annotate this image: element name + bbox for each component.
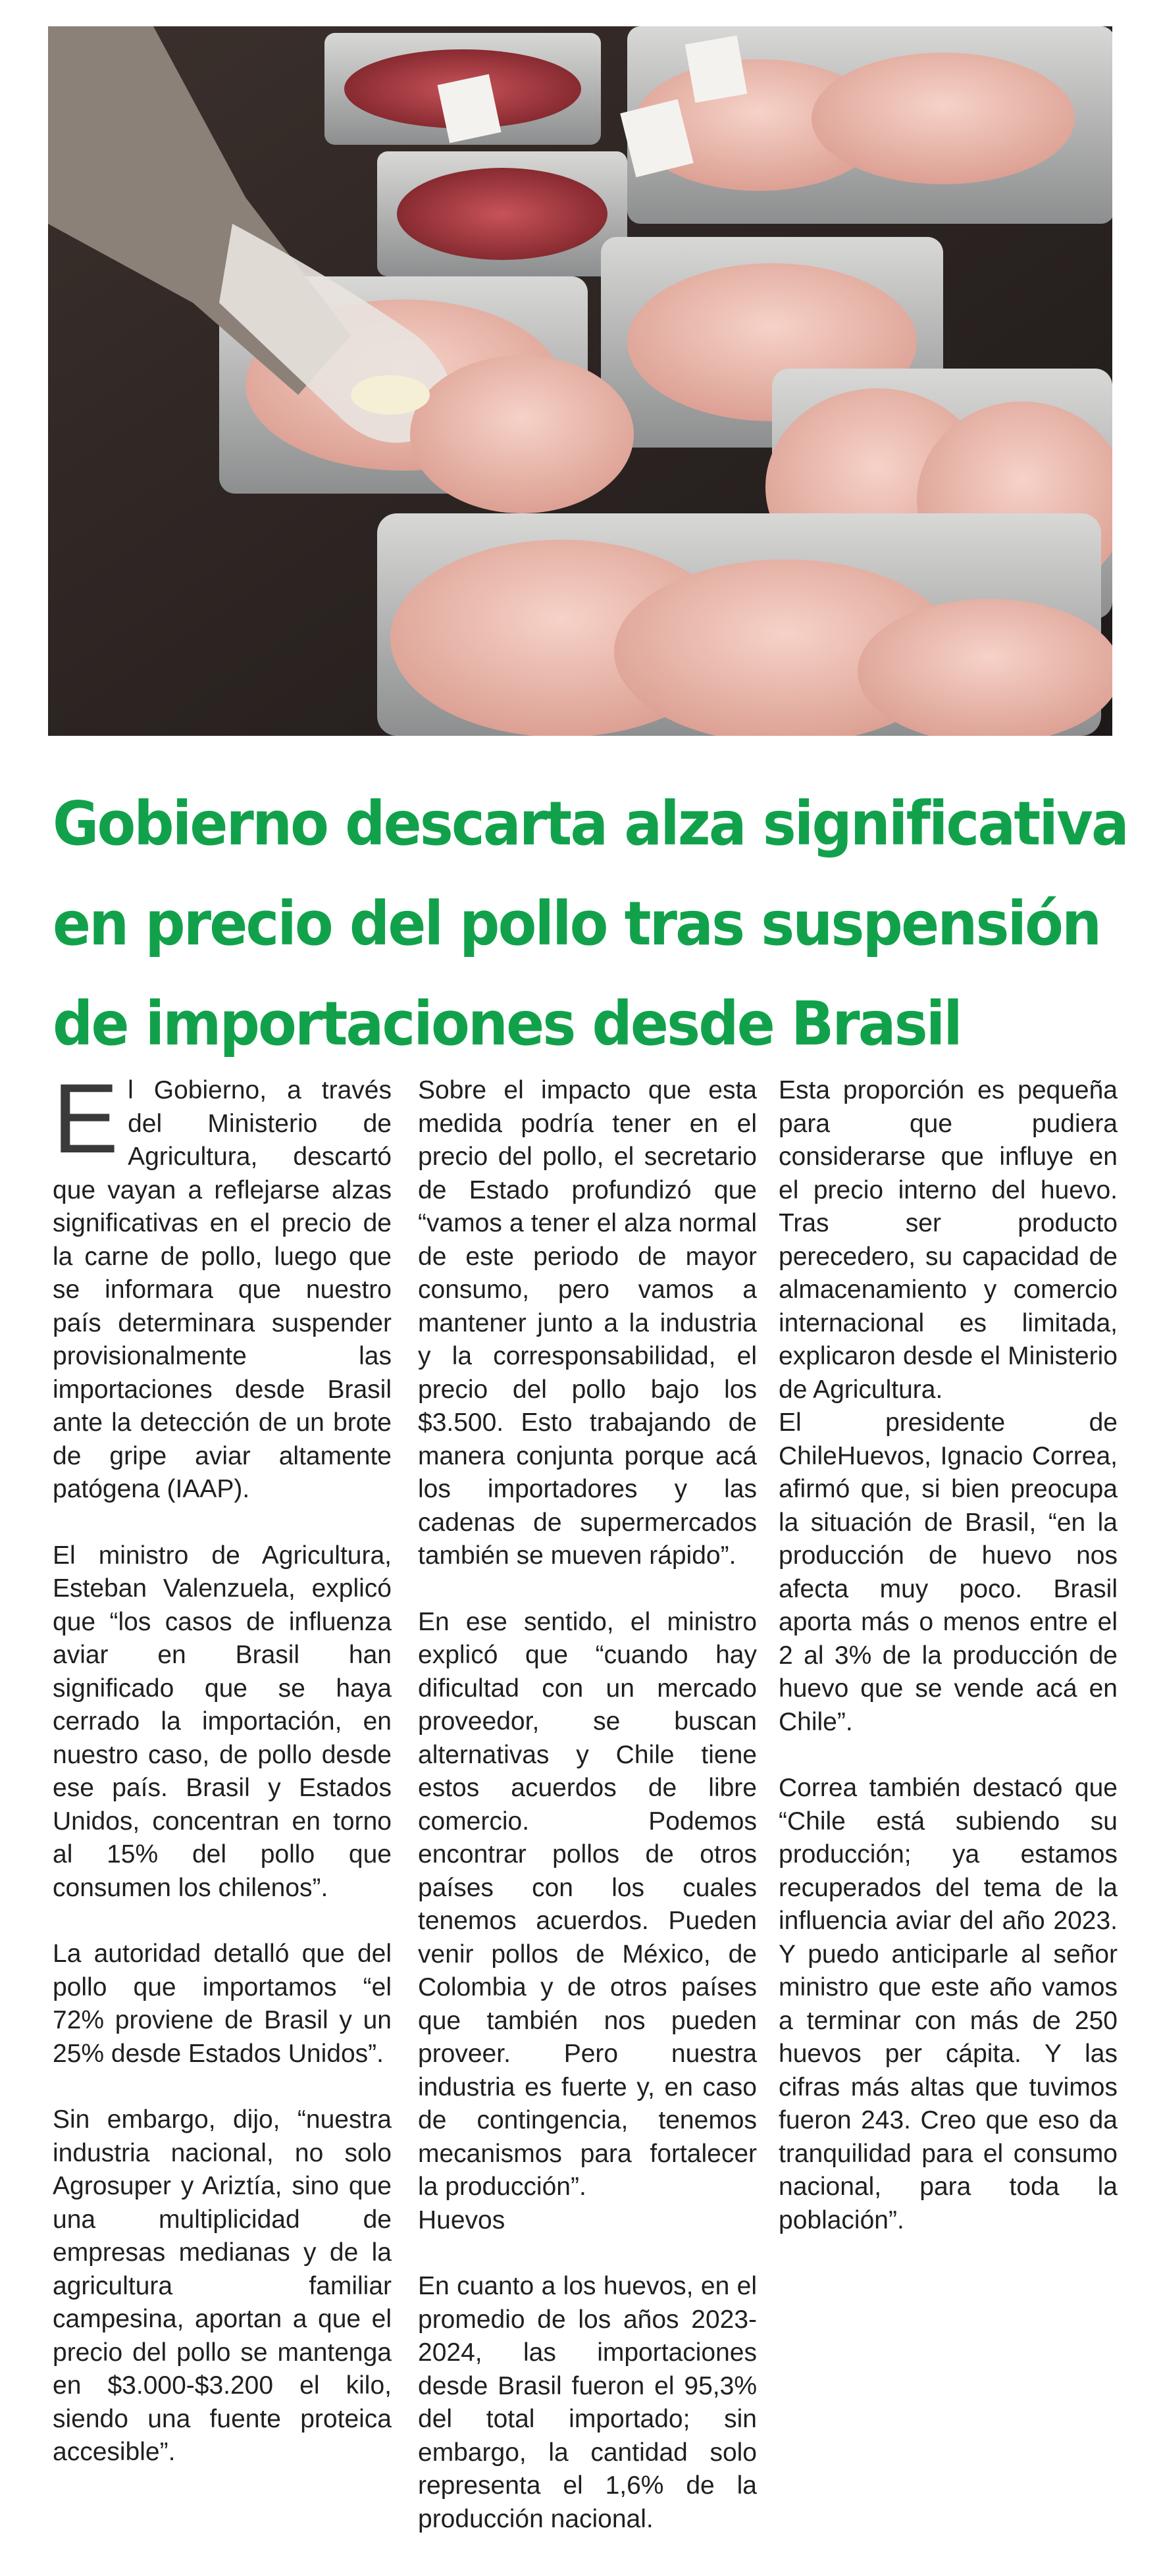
headline-line-2: en precio del pollo tras suspensión bbox=[53, 889, 1100, 959]
paragraph-8: Esta proporción es pequeña para que pudiera considerarse que influye en el precio interno del huevo. Tras ser producto perecedero, su capacidad de almacenamiento y comercio internacional es limitada, explicaron desde el Ministerio de Agricultura. bbox=[779, 1076, 1118, 1404]
paragraph-5: Sobre el impacto que esta medida podría tener en el precio del pollo, el secretario de Estado profundizó que “vamos a tener el alza normal de este periodo de mayor consumo, pero vamos a mantener junto a la industria y la corresponsabilidad, el precio del pollo bajo los $3.500. Esto trabajando de manera conjunta porque acá los importadores y las cadenas de supermercados también se mueven rápido”. bbox=[418, 1076, 757, 1570]
paragraph-6: En ese sentido, el ministro explicó que “cuando hay dificultad con un mercado proveedor, se buscan alternativas y Chile tiene estos acuerdos de libre comercio. Podemos encontrar pollos de otros países con los cuales tenemos acuerdos. Pueden venir pollos de México, de Colombia y de otros países que también nos pueden proveer. Pero nuestra industria es fuerte y, en caso de contingencia, tenemos mecanismos para fortalecer la producción”. bbox=[418, 1607, 757, 2201]
article-column-2 bbox=[418, 1074, 757, 2569]
article-headline bbox=[53, 774, 1127, 1074]
paragraph-3: La autoridad detalló que del pollo que importamos “el 72% proviene de Brasil y un 25% desde Estados Unidos”. bbox=[53, 1940, 392, 2068]
paragraph-1-text: l Gobierno, a través del Ministerio de Agricultura, descartó que vayan a reflejarse alzas significativas en el precio de la carne de pollo, luego que se informara que nuestro país determinara suspender provisionalmente las importaciones desde Brasil ante la detección de un brote de gripe aviar altamente patógena (IAAP). bbox=[53, 1076, 392, 1503]
paragraph-9: El presidente de ChileHuevos, Ignacio Correa, afirmó que, si bien preocupa la situación de Brasil, “en la producción de huevo nos afecta muy poco. Brasil aporta más o menos entre el 2 al 3% de la producción de huevo que se vende acá en Chile”. bbox=[779, 1408, 1118, 1736]
subhead-huevos: Huevos bbox=[418, 2205, 505, 2234]
paragraph-10: Correa también destacó que “Chile está subiendo su producción; ya estamos recuperados del tema de la influencia aviar del año 2023. Y puedo anticiparle al señor ministro que este año vamos a terminar con más de 250 huevos per cápita. Y las cifras más altas que tuvimos fueron 243. Creo que eso da tranquilidad para el consumo nacional, para toda la población”. bbox=[779, 1774, 1118, 2234]
headline-line-3: de importaciones desde Brasil bbox=[53, 989, 961, 1059]
article-column-3 bbox=[779, 1074, 1118, 2270]
drop-cap: E bbox=[53, 1063, 119, 1173]
article-column-1 bbox=[53, 1063, 392, 2502]
headline-line-1: Gobierno descarta alza significativa bbox=[53, 788, 1127, 859]
paragraph-7: En cuanto a los huevos, en el promedio de los años 2023-2024, las importaciones desde Brasil fueron el 95,3% del total importado; sin embargo, la cantidad solo representa el 1,6% de la producción nacional. bbox=[418, 2272, 757, 2533]
paragraph-2: El ministro de Agricultura, Esteban Valenzuela, explicó que “los casos de influenza aviar en Brasil han significado que se haya cerrado la importación, en nuestro caso, de pollo desde ese país. Brasil y Estados Unidos, concentran en torno al 15% del pollo que consumen los chilenos”. bbox=[53, 1541, 392, 1902]
chicken-display-photo bbox=[48, 26, 1112, 736]
article-body bbox=[53, 1063, 1118, 2562]
paragraph-4: Sin embargo, dijo, “nuestra industria nacional, no solo Agrosuper y Ariztía, sino que una multiplicidad de empresas medianas y de la agricultura familiar campesina, aportan a que el precio del pollo se mantenga en $3.000-$3.200 el kilo, siendo una fuente proteica accesible”. bbox=[53, 2105, 392, 2466]
paragraph-1 bbox=[53, 1063, 392, 1507]
